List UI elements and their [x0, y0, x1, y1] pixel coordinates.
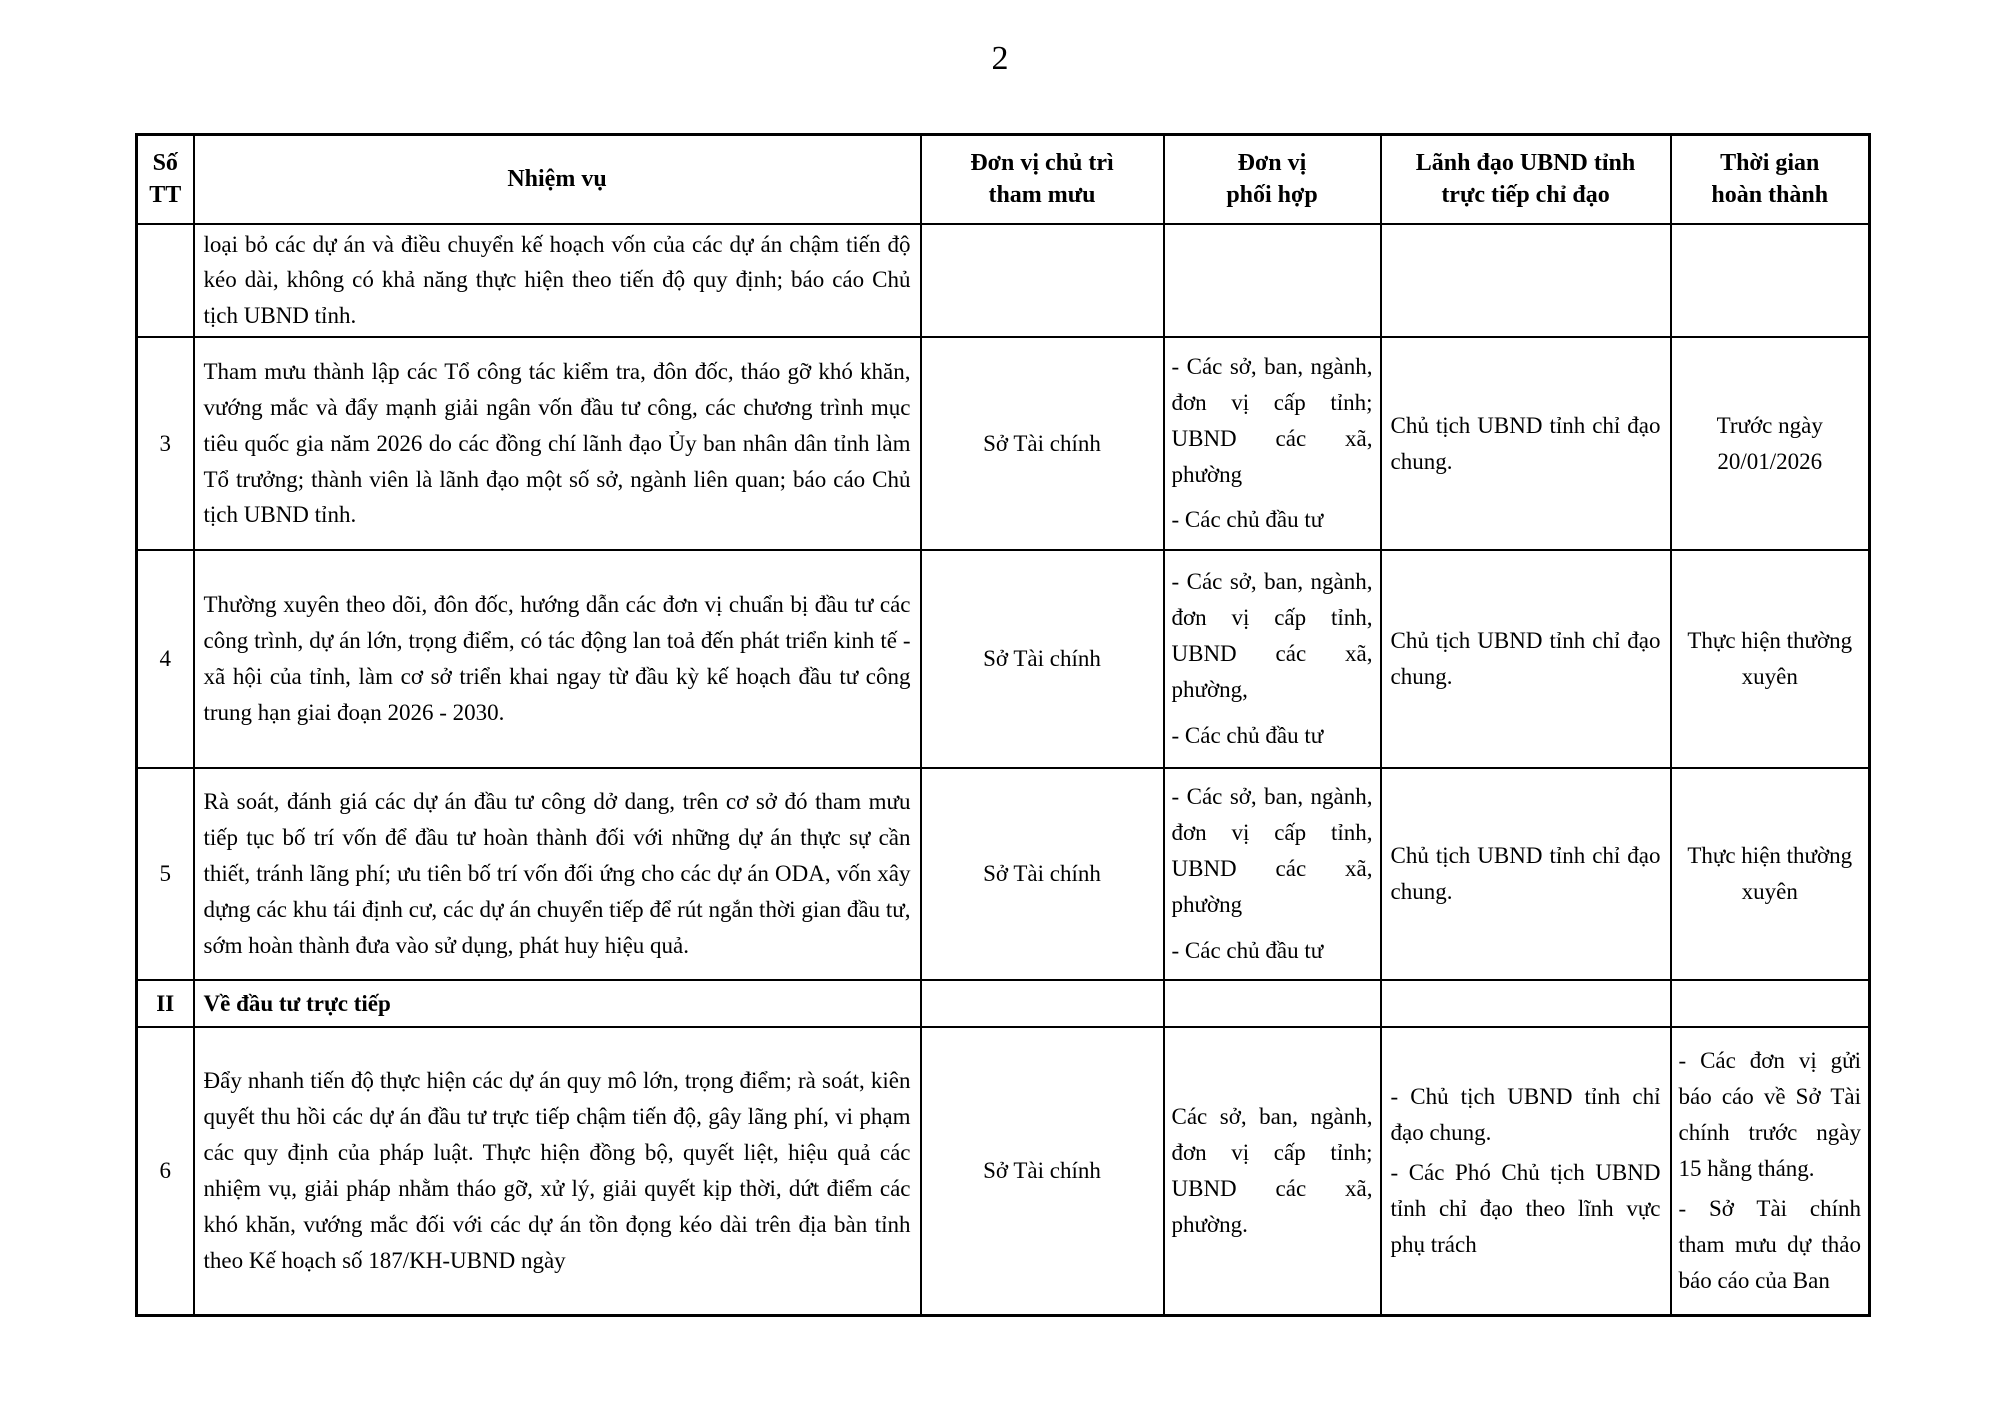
tasks-table	[135, 133, 1871, 1317]
cell-lead-agency: Sở Tài chính	[921, 337, 1164, 550]
leadership-item: Chủ tịch UBND tỉnh chỉ đạo chung.	[1390, 412, 1661, 474]
header-coordinating-line1: Đơn vị	[1237, 149, 1307, 176]
cell-leadership	[1381, 980, 1671, 1027]
cell-coordinating	[1164, 224, 1381, 338]
header-task	[194, 135, 921, 224]
cell-leadership	[1381, 337, 1671, 550]
coordinating-item: - Các sở, ban, ngành, đơn vị cấp tỉnh, UBND các xã, phường,	[1171, 569, 1373, 703]
cell-coordinating	[1164, 337, 1381, 550]
table-row-4	[137, 550, 1870, 768]
cell-stt: II	[137, 980, 194, 1027]
cell-task	[194, 337, 921, 550]
task-text: Đẩy nhanh tiến độ thực hiện các dự án quy mô lớn, trọng điểm; rà soát, kiên quyết thu hồi các dự án đầu tư trực tiếp chậm tiến độ, gây lãng phí, vi phạm các quy định của pháp luật. Thực hiện đồng bộ, quyết liệt, hiệu quả các nhiệm vụ, giải pháp nhằm tháo gỡ, xử lý, giải quyết kịp thời, dứt điểm các khó khăn, vướng mắc đối với các dự án tồn đọng kéo dài trên địa bàn tỉnh theo Kế hoạch số 187/KH-UBND ngày	[203, 1068, 911, 1273]
header-lead-agency	[921, 135, 1164, 224]
cell-stt: 4	[137, 550, 194, 768]
header-deadline-line1: Thời gian	[1720, 149, 1820, 176]
coordinating-item: - Các chủ đầu tư	[1171, 507, 1324, 533]
cell-lead-agency: Sở Tài chính	[921, 550, 1164, 768]
cell-coordinating	[1164, 980, 1381, 1027]
deadline-text: Trước ngày 20/01/2026	[1716, 412, 1823, 474]
leadership-item: - Các Phó Chủ tịch UBND tỉnh chỉ đạo theo lĩnh vực phụ trách	[1390, 1159, 1661, 1257]
deadline-item: - Các đơn vị gửi báo cáo về Sở Tài chính trước ngày 15 hằng tháng.	[1678, 1048, 1861, 1181]
header-coordinating-line2: phối hợp	[1226, 182, 1318, 209]
cell-deadline	[1671, 768, 1870, 980]
header-deadline-line2: hoàn thành	[1711, 182, 1829, 209]
cell-deadline	[1671, 980, 1870, 1027]
cell-deadline	[1671, 1027, 1870, 1315]
header-leadership-line2: trực tiếp chỉ đạo	[1441, 182, 1610, 209]
header-coordinating	[1164, 135, 1381, 224]
cell-lead-agency: Sở Tài chính	[921, 768, 1164, 980]
cell-deadline	[1671, 337, 1870, 550]
header-lead-agency-line1: Đơn vị chủ trì	[970, 149, 1114, 176]
header-leadership	[1381, 135, 1671, 224]
table-row-3	[137, 337, 1870, 550]
cell-deadline	[1671, 550, 1870, 768]
header-lead-agency-line2: tham mưu	[988, 182, 1096, 209]
cell-stt: 5	[137, 768, 194, 980]
coordinating-item: - Các chủ đầu tư	[1171, 937, 1324, 963]
cell-task	[194, 550, 921, 768]
task-text: Rà soát, đánh giá các dự án đầu tư công dở dang, trên cơ sở đó tham mưu tiếp tục bố trí vốn để đầu tư hoàn thành đối với những dự án thực sự cần thiết, tránh lãng phí; ưu tiên bố trí vốn đối ứng cho các dự án ODA, vốn xây dựng các khu tái định cư, các dự án chuyển tiếp để rút ngắn thời gian đầu tư, sớm hoàn thành đưa vào sử dụng, phát huy hiệu quả.	[203, 789, 911, 958]
task-text: Tham mưu thành lập các Tổ công tác kiểm tra, đôn đốc, tháo gỡ khó khăn, vướng mắc và đẩy mạnh giải ngân vốn đầu tư công, các chương trình mục tiêu quốc gia năm 2026 do các đồng chí lãnh đạo Ủy ban nhân dân tỉnh làm Tổ trưởng; thành viên là lãnh đạo một số sở, ngành liên quan; báo cáo Chủ tịch UBND tỉnh.	[203, 358, 911, 528]
deadline-text: Thực hiện thường xuyên	[1687, 843, 1853, 905]
cell-leadership	[1381, 224, 1671, 338]
cell-leadership	[1381, 550, 1671, 768]
table-row-5	[137, 768, 1870, 980]
cell-deadline	[1671, 224, 1870, 338]
header-stt-line1: Số	[152, 149, 178, 176]
cell-coordinating	[1164, 550, 1381, 768]
coordinating-item: - Các sở, ban, ngành, đơn vị cấp tỉnh; UBND các xã, phường	[1171, 353, 1373, 487]
deadline-text: Thực hiện thường xuyên	[1687, 628, 1853, 690]
header-deadline	[1671, 135, 1870, 224]
task-text: loại bỏ các dự án và điều chuyển kế hoạch vốn của các dự án chậm tiến độ kéo dài, không có khả năng thực hiện theo tiến độ quy định; báo cáo Chủ tịch UBND tỉnh.	[203, 231, 911, 329]
leadership-item: - Chủ tịch UBND tỉnh chỉ đạo chung.	[1390, 1084, 1661, 1146]
header-row	[137, 135, 1870, 224]
leadership-item: Chủ tịch UBND tỉnh chỉ đạo chung.	[1390, 843, 1661, 905]
cell-stt: 6	[137, 1027, 194, 1315]
task-text: Thường xuyên theo dõi, đôn đốc, hướng dẫn các đơn vị chuẩn bị đầu tư các công trình, dự án lớn, trọng điểm, có tác động lan toả đến phát triển kinh tế - xã hội của tỉnh, làm cơ sở triển khai ngay từ đầu kỳ kế hoạch đầu tư công trung hạn giai đoạn 2026 - 2030.	[203, 592, 911, 725]
cell-task	[194, 224, 921, 338]
cell-stt	[137, 224, 194, 338]
table-row-6	[137, 1027, 1870, 1315]
cell-stt: 3	[137, 337, 194, 550]
cell-coordinating	[1164, 768, 1381, 980]
cell-task	[194, 768, 921, 980]
table-row-section-ii	[137, 980, 1870, 1027]
header-task-line1: Nhiệm vụ	[507, 166, 607, 193]
coordinating-item: - Các sở, ban, ngành, đơn vị cấp tỉnh, UBND các xã, phường	[1171, 784, 1373, 918]
cell-lead-agency: Sở Tài chính	[921, 1027, 1164, 1315]
cell-leadership	[1381, 768, 1671, 980]
leadership-item: Chủ tịch UBND tỉnh chỉ đạo chung.	[1390, 628, 1661, 690]
page-number: 2	[991, 40, 1009, 77]
cell-coordinating	[1164, 1027, 1381, 1315]
cell-leadership	[1381, 1027, 1671, 1315]
cell-section-title: Về đầu tư trực tiếp	[194, 980, 921, 1027]
header-stt-line2: TT	[149, 182, 182, 209]
deadline-item: - Sở Tài chính tham mưu dự thảo báo cáo của Ban	[1678, 1195, 1861, 1293]
cell-task	[194, 1027, 921, 1315]
cell-lead-agency	[921, 224, 1164, 338]
coordinating-item: Các sở, ban, ngành, đơn vị cấp tỉnh; UBND các xã, phường.	[1171, 1104, 1373, 1237]
table-row-continuation	[137, 224, 1870, 338]
coordinating-item: - Các chủ đầu tư	[1171, 722, 1324, 748]
header-leadership-line1: Lãnh đạo UBND tỉnh	[1415, 149, 1636, 176]
header-stt	[137, 135, 194, 224]
cell-lead-agency	[921, 980, 1164, 1027]
